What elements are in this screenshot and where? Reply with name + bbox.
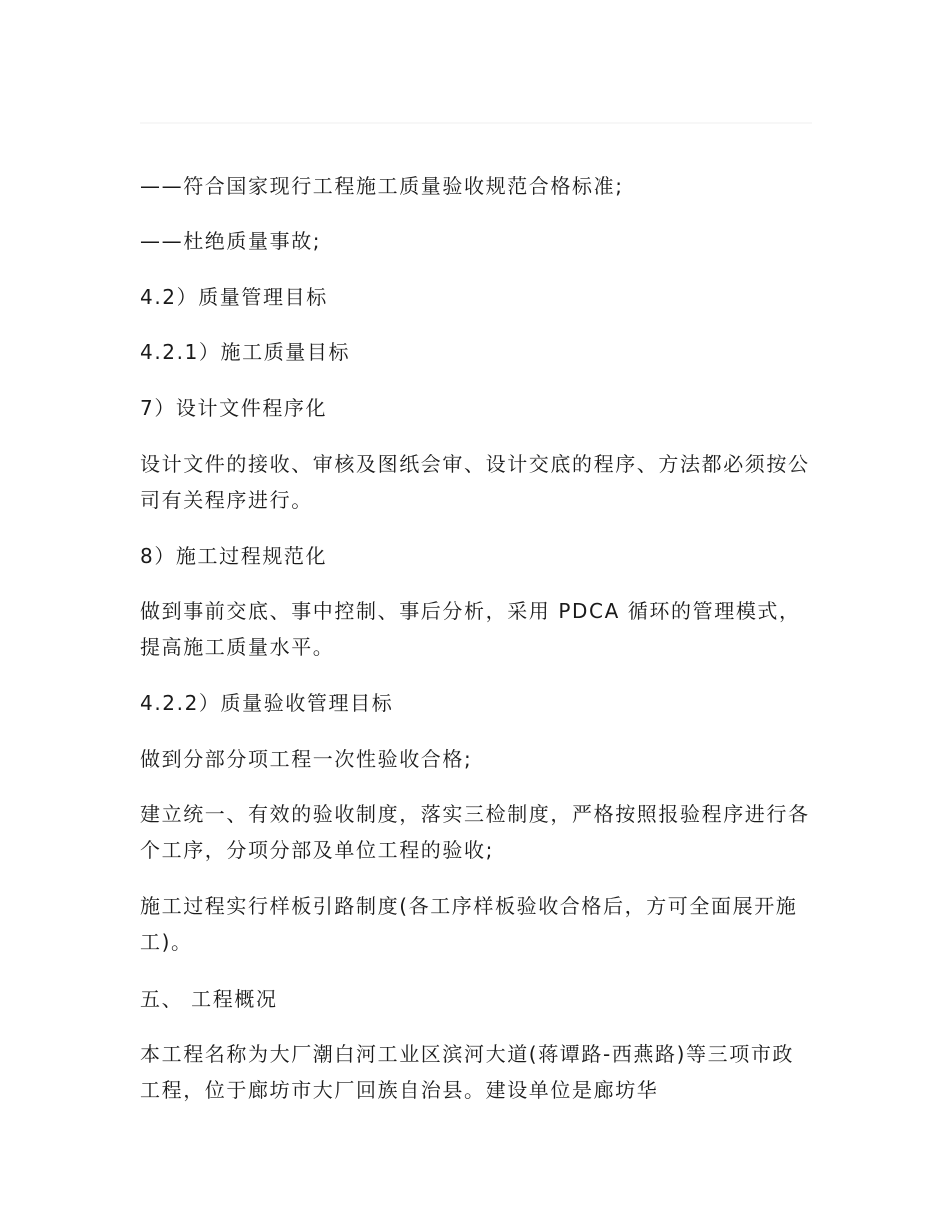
standard-compliance-line: ——符合国家现行工程施工质量验收规范合格标准; <box>140 174 624 198</box>
acceptance-system-paragraph: 建立统一、有效的验收制度，落实三检制度，严格按照报验程序进行各个工序，分项分部及单位工程的验收; <box>140 802 810 862</box>
section-heading-4-2: 4.2）质量管理目标 <box>140 285 328 309</box>
chapter-heading-5: 五、 工程概况 <box>140 987 278 1011</box>
sample-guidance-paragraph: 施工过程实行样板引路制度(各工序样板验收合格后，方可全面展开施工)。 <box>140 894 798 954</box>
project-overview-paragraph: 本工程名称为大厂潮白河工业区滨河大道(蒋谭路-西燕路)等三项市政工程，位于廊坊市大厂回族自治县。建设单位是廊坊华 <box>140 1042 795 1102</box>
no-accident-line: ——杜绝质量事故; <box>140 229 322 253</box>
section-heading-4-2-2: 4.2.2）质量验收管理目标 <box>140 691 394 715</box>
section-heading-4-2-1: 4.2.1）施工质量目标 <box>140 340 351 364</box>
item-heading-8: 8）施工过程规范化 <box>140 544 328 568</box>
header-divider <box>140 122 812 124</box>
pdca-paragraph: 做到事前交底、事中控制、事后分析，采用 PDCA 循环的管理模式，提高施工质量水平。 <box>140 599 801 659</box>
item-heading-7: 7）设计文件程序化 <box>140 396 328 420</box>
design-docs-paragraph: 设计文件的接收、审核及图纸会审、设计交底的程序、方法都必须按公司有关程序进行。 <box>140 452 810 512</box>
acceptance-goal-line: 做到分部分项工程一次性验收合格; <box>140 747 473 771</box>
